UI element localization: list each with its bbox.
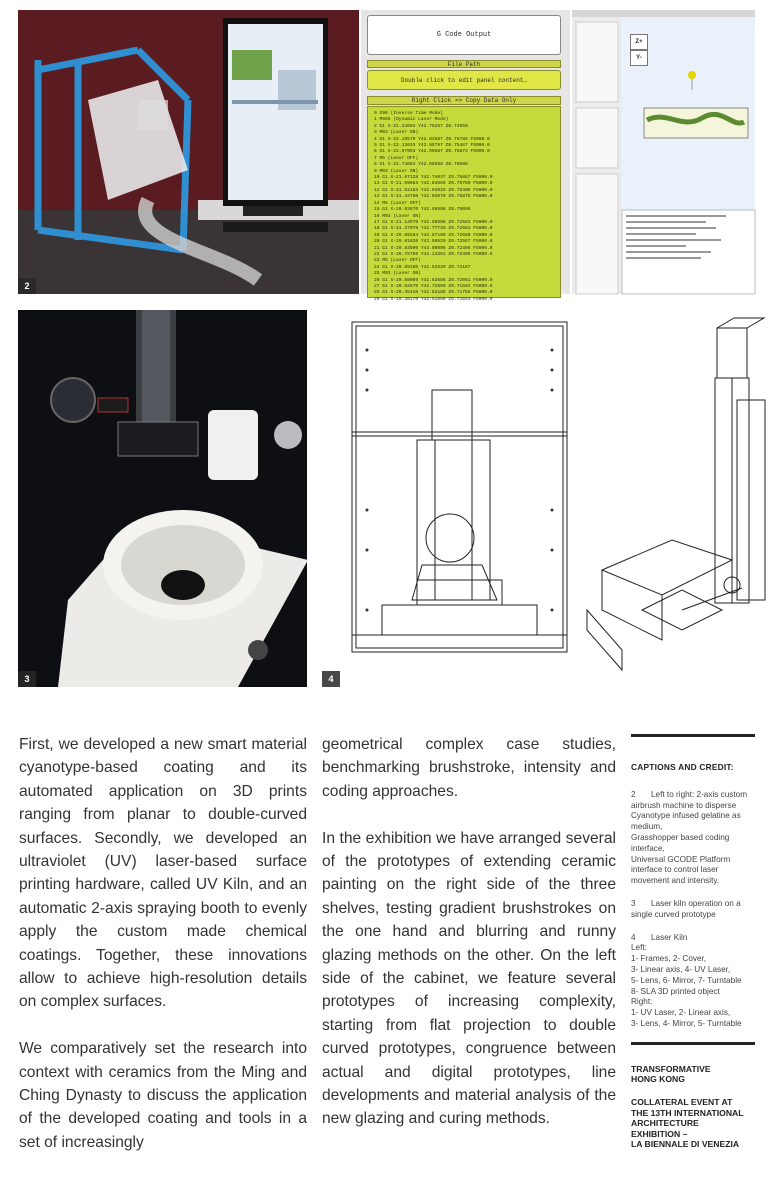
gcode-line: 28 G1 X-20.45420 Y42.82186 Z0.71755 F5000.0 xyxy=(374,290,493,296)
caption-line: Grasshopper based coding interface, xyxy=(631,832,730,853)
gcode-line: 10 G1 X-21.87128 Y42.74037 Z0.75867 F5000.0 xyxy=(374,175,493,181)
laser-kiln-illustration xyxy=(18,310,307,687)
copy-data-label: Right Click => Copy Data Only xyxy=(367,96,561,105)
figure-number: 3 xyxy=(18,671,36,687)
caption-item xyxy=(631,933,755,1030)
caption-line: Laser Kiln xyxy=(651,932,688,942)
caption-line: Laser kiln operation on a single curved prototype xyxy=(631,898,741,919)
gcode-line: 14 M5 (Laser OFF) xyxy=(374,200,421,206)
figure-number: 2 xyxy=(18,278,36,294)
gcode-line: 26 G1 X-20.60009 Y42.62586 Z0.72061 F5000.0 xyxy=(374,277,493,283)
file-path-panel: Double click to edit panel content… xyxy=(367,70,561,90)
caption-line: Right: xyxy=(631,997,653,1007)
paragraph: First, we developed a new smart material cyanotype-based coating and its automated application on 3D prints ranging from planar to double-curved surfaces. Secondly, we developed an ultraviolet (UV) laser-based surface printing hardware, called UV Kiln, and an automatic 2-axis spraying booth to evenly apply the custom made chemical coatings. Together, these innovations allow to achieve high-resolution details on complex surfaces. xyxy=(19,736,307,1011)
gcode-line: 29 G1 X-20.38170 Y42.91688 Z0.71653 F5000.0 xyxy=(374,296,493,302)
caption-number: 3 xyxy=(631,898,636,908)
gcode-line: 15 G1 X-20.83870 Y42.68598 Z0.79096 xyxy=(374,207,471,213)
gcode-line: 9 M03 (Laser ON) xyxy=(374,168,419,174)
caption-number: 4 xyxy=(631,932,636,942)
event-subtitle: COLLATERAL EVENT AT THE 13TH INTERNATIONAL ARCHITECTURE EXHIBITION – LA BIENNALE DI VENEZIA xyxy=(631,1096,744,1150)
gcode-line: 27 G1 X-20.52670 Y42.72600 Z0.71584 F5000.0 xyxy=(374,283,493,289)
body-text-column-2 xyxy=(322,733,616,1154)
figure-2-machine-photo xyxy=(18,10,359,294)
figure-number: 4 xyxy=(322,671,340,687)
divider xyxy=(631,734,755,737)
caption-line: 5- Lens, 6- Mirror, 7- Turntable xyxy=(631,975,742,985)
gcode-line: 17 G1 X-21.14970 Y42.68598 Z0.72583 F5000.0 xyxy=(374,219,493,225)
z-plus-button: Z+ xyxy=(630,34,648,50)
event-title: TRANSFORMATIVE HONG KONG xyxy=(631,1063,711,1085)
caption-item xyxy=(631,790,755,887)
caption-line: 1- Frames, 2- Cover, xyxy=(631,954,707,964)
figure-4-laser-kiln-drawing xyxy=(322,310,769,687)
caption-item xyxy=(631,899,755,921)
gcode-listing xyxy=(367,106,561,302)
gcode-line: 2 G1 X-21.24693 Y42.76257 Z0.74950 xyxy=(374,123,468,129)
airbrush-machine-illustration xyxy=(18,10,359,294)
gcode-line: 3 M03 (Laser ON) xyxy=(374,130,419,136)
caption-line: 8- SLA 3D printed object xyxy=(631,986,720,996)
caption-line: 3- Linear axis, 4- UV Laser, xyxy=(631,964,731,974)
captions-heading: CAPTIONS AND CREDIT: xyxy=(631,762,734,772)
gcode-line: 18 G1 X-21.37070 Y42.77720 Z0.72683 F5000.0 xyxy=(374,226,493,232)
laser-kiln-technical-drawing xyxy=(322,310,769,687)
gcode-line: 22 G1 X-20.75750 Y43.13351 Z0.72406 F5000.0 xyxy=(374,251,493,257)
gcode-line: 25 M03 (Laser ON) xyxy=(374,271,421,277)
file-path-label: File Path xyxy=(367,60,561,68)
captions-column xyxy=(631,734,755,1162)
y-minus-button: Y- xyxy=(630,50,648,66)
body-text-column-1 xyxy=(19,733,307,1178)
gcode-line: 0 G90 (Inverse Time Mode) xyxy=(374,111,443,116)
gcode-line: 5 G1 X-22.13033 Y42.95787 Z0.75487 F5000.0 xyxy=(374,143,490,149)
divider xyxy=(631,1042,755,1045)
gcode-line: 23 M5 (Laser OFF) xyxy=(374,258,421,264)
gcode-line: 21 G1 X-20.83590 Y43.05095 Z0.72486 F5000.0 xyxy=(374,245,493,251)
gcode-line: 4 G1 X-22.19570 Y42.83587 Z0.75786 F5000.0 xyxy=(374,136,490,142)
gcode-line: 7 M5 (Laser OFF) xyxy=(374,155,419,161)
gcode-line: 20 G1 X-20.81620 Y42.96520 Z0.72567 F5000.0 xyxy=(374,239,493,245)
gcode-line: 8 G1 X-21.74683 Y42.68568 Z0.70586 xyxy=(374,162,468,168)
figure-2-gcode-platform xyxy=(572,10,755,294)
gcode-output-panel: G Code Output xyxy=(367,15,561,55)
gcode-line: 6 G1 X-22.07093 Y42.99587 Z0.75873 F5000.0 xyxy=(374,149,490,155)
figure-3-laser-kiln-photo xyxy=(18,310,307,687)
gcode-line: 19 G1 X-20.89284 Y42.87180 Z0.72680 F5000.0 xyxy=(374,232,493,238)
gcode-line: 16 M03 (Laser ON) xyxy=(374,213,421,219)
paragraph: geometrical complex case studies, benchmarking brushstroke, intensity and coding approaches. xyxy=(322,736,616,800)
caption-line: 1- UV Laser, 2- Linear axis, xyxy=(631,1008,731,1018)
figure-2-grasshopper-interface xyxy=(361,10,570,302)
caption-line: Left to right: 2-axis custom airbrush machine to disperse Cyanotype infused gelatine as medium, xyxy=(631,789,748,832)
gcode-line: 24 G1 X-20.89180 Y42.62520 Z0.72167 xyxy=(374,264,471,270)
caption-line: 3- Lens, 4- Mirror, 5- Turntable xyxy=(631,1018,742,1028)
gcode-platform-illustration xyxy=(572,10,755,294)
gcode-line: 11 G1 X-21.59683 Y42.84568 Z0.75750 F5000.0 xyxy=(374,181,493,187)
paragraph: In the exhibition we have arranged several of the prototypes of extending ceramic painting on the right side of the three shelves, testing gradient brushstrokes on the one hand and blurring and runny glazing methods on the other. On the left side of the cabinet, we feature several prototypes of increasing complexity, starting from flat projection to double curved prototypes, congruence between actual and digital prototypes, line developments and material analysis of the new glazing and curing methods. xyxy=(322,829,616,1128)
paragraph: We comparatively set the research into context with ceramics from the Ming and Ching Dynasty to discuss the application of the developed coating and tools in a set of increasingly xyxy=(19,1040,307,1151)
gcode-line: 1 M685 (Dynamic Laser Mode) xyxy=(374,117,449,123)
caption-line: Left: xyxy=(631,943,647,953)
gcode-line: 13 G1 X-21.44700 Y42.03070 Z0.75875 F5000.0 xyxy=(374,194,493,200)
gcode-line: 12 G1 X-21.52184 Y42.94019 Z0.75406 F5000.0 xyxy=(374,187,493,193)
caption-line: Universal GCODE Platform interface to control laser movement and intensity. xyxy=(631,854,731,886)
caption-number: 2 xyxy=(631,789,636,799)
